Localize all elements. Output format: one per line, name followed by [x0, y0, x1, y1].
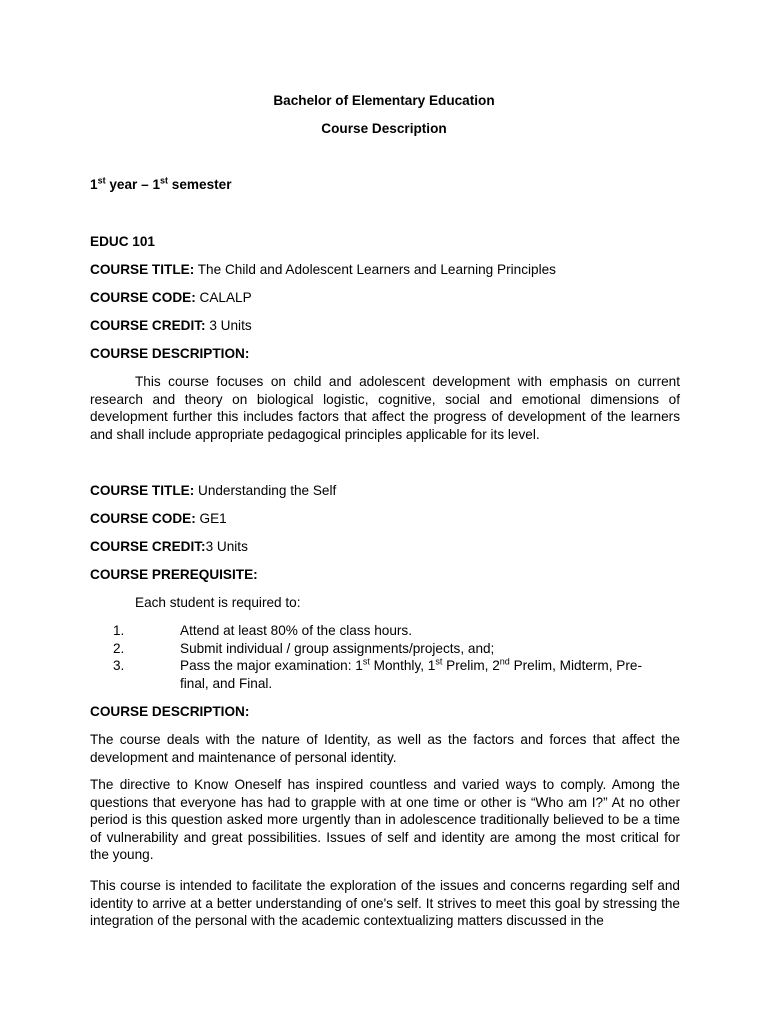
list-item: [113, 656, 655, 692]
course1-title-label: COURSE TITLE:: [90, 262, 195, 277]
ordinal-suffix: st: [435, 656, 443, 667]
course2-credit: [90, 538, 680, 556]
ordinal-suffix: st: [362, 656, 370, 667]
course2-title-value: Understanding the Self: [194, 483, 337, 498]
list-number: 3.: [113, 658, 125, 674]
list-number: 2.: [113, 640, 125, 656]
semester-number: 1: [152, 177, 161, 192]
list-text: Pass the major examination: 1: [180, 658, 363, 674]
course1-description: This course focuses on child and adolescent development with emphasis on current research and theory on biological logistic, cognitive, social and emotional dimensions of development further this includes factors that affect the progress of development of the learners and shall include appropriate pedagogical principles applicable for its level.: [90, 374, 680, 442]
list-text: Prelim, 2: [442, 658, 500, 674]
course2-title: [90, 482, 680, 500]
course2-credit-label: COURSE CREDIT:: [90, 539, 206, 554]
course2-description-p3: This course is intended to facilitate the exploration of the issues and concerns regarding self and identity to arrive at a better understanding of one's self. It strives to meet this goal by stressing the integration of the personal with the academic contextualizing matters discussed in the: [90, 878, 680, 929]
course1-credit: [90, 317, 680, 335]
course1-code: [90, 289, 680, 307]
course1-credit-label: COURSE CREDIT:: [90, 318, 206, 333]
term-heading: [90, 176, 680, 194]
course2-description-p2: The directive to Know Oneself has inspired countless and varied ways to comply. Among the questions that everyone has had to grapple with at one time or other is “Who am I?” At no other period is this question asked more urgently than in adolescence traditionally believed to be a time of vulnerability and great possibilities. Issues of self and identity are among the most critical for the young.: [90, 777, 680, 863]
course1-title-value: The Child and Adolescent Learners and Learning Principles: [194, 262, 556, 277]
course1-title: [90, 261, 680, 279]
program-title: Bachelor of Elementary Education: [273, 93, 495, 108]
prerequisite-list: [113, 622, 655, 692]
course2-credit-value: 3 Units: [205, 539, 248, 554]
year-word: year –: [105, 177, 153, 192]
course2-code-value: GE1: [195, 511, 227, 526]
list-text: Monthly, 1: [369, 658, 436, 674]
course2-code-label: COURSE CODE:: [90, 511, 196, 526]
prerequisite-intro: Each student is required to:: [135, 595, 301, 610]
list-number: 1.: [113, 623, 125, 638]
list-text: Attend at least 80% of the class hours.: [180, 623, 412, 638]
course1-heading: EDUC 101: [90, 234, 155, 249]
course2-title-label: COURSE TITLE:: [90, 483, 195, 498]
course1-code-label: COURSE CODE:: [90, 290, 196, 305]
course1-description-label: COURSE DESCRIPTION:: [90, 346, 250, 361]
course1-code-value: CALALP: [195, 290, 252, 305]
list-text: Prelim, Midterm, Pre-final, and Final.: [180, 658, 642, 691]
document-title: Course Description: [321, 121, 447, 136]
course2-prerequisite-label: COURSE PREREQUISITE:: [90, 567, 258, 582]
semester-suffix: st: [160, 175, 169, 186]
list-item: [113, 622, 655, 640]
year-number: 1: [90, 177, 98, 192]
course2-description-label: COURSE DESCRIPTION:: [90, 704, 250, 719]
list-item: [113, 640, 655, 658]
course1-credit-value: 3 Units: [205, 318, 252, 333]
ordinal-suffix: nd: [499, 656, 510, 667]
year-suffix: st: [97, 175, 106, 186]
course2-code: [90, 510, 680, 528]
list-text: Submit individual / group assignments/projects, and;: [180, 640, 495, 656]
course2-description-p1: The course deals with the nature of Identity, as well as the factors and forces that affect the development and maintenance of personal identity.: [90, 732, 680, 765]
semester-word: semester: [168, 177, 232, 192]
